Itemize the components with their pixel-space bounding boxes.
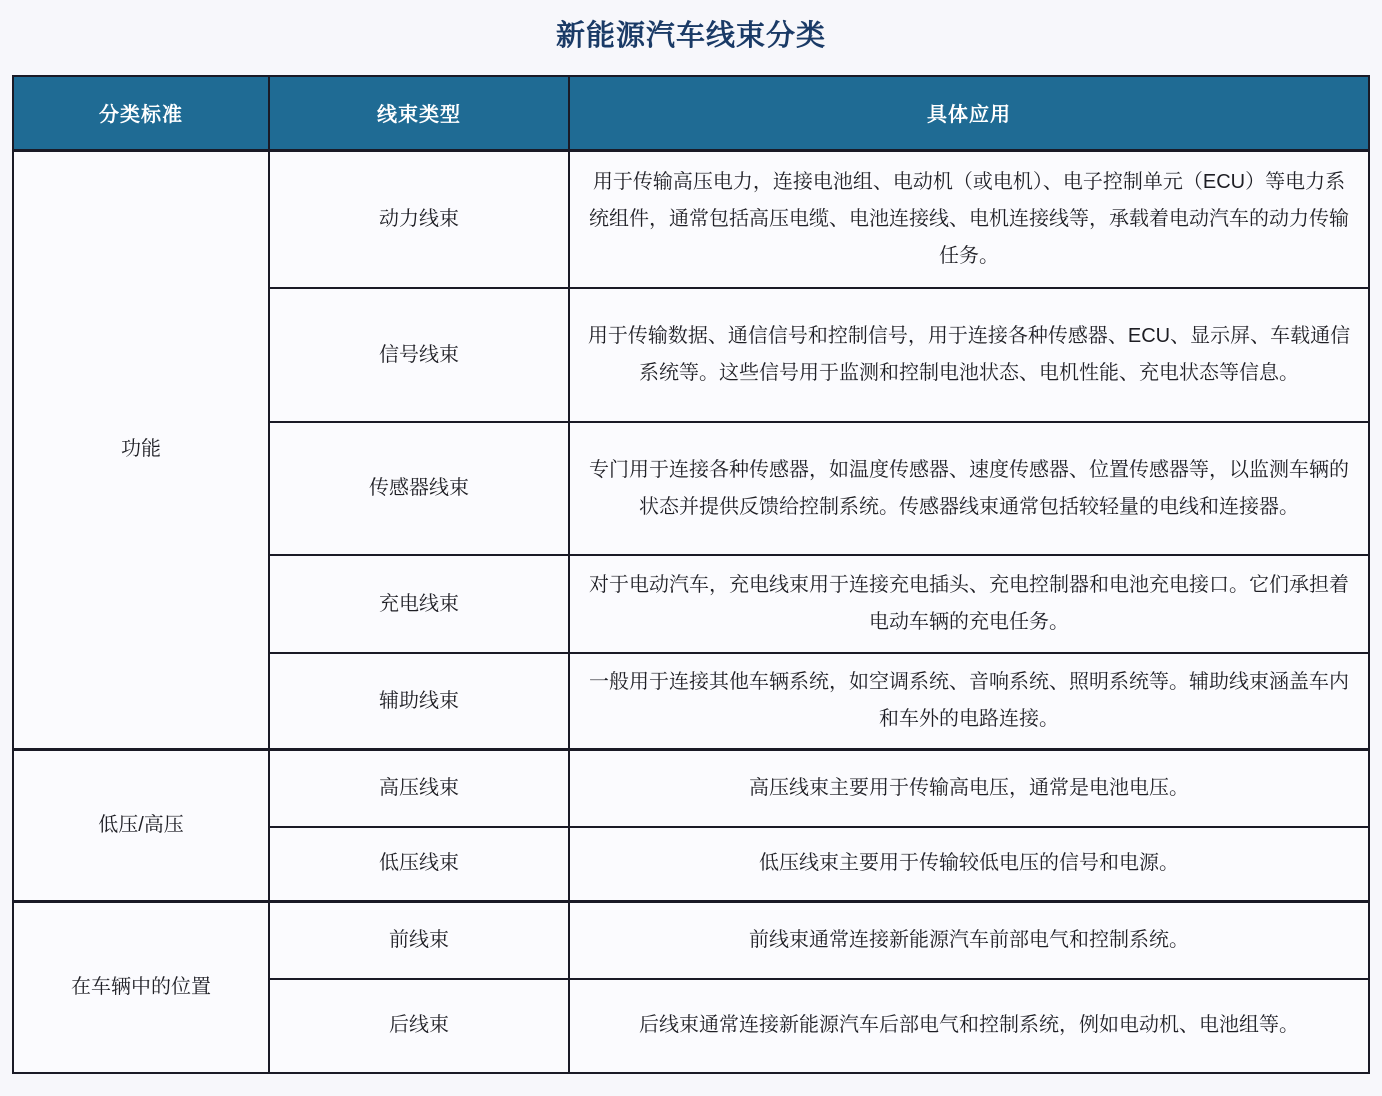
header-classification-criterion: 分类标准: [13, 76, 269, 150]
type-cell-charging-harness: 充电线束: [269, 555, 569, 653]
application-cell-signal-harness: 用于传输数据、通信信号和控制信号，用于连接各种传感器、ECU、显示屏、车载通信系统等。这些信号用于监测和控制电池状态、电机性能、充电状态等信息。: [569, 288, 1369, 422]
application-cell-front-harness: 前线束通常连接新能源汽车前部电气和控制系统。: [569, 902, 1369, 979]
criterion-cell-position: 在车辆中的位置: [13, 902, 269, 1073]
application-cell-auxiliary-harness: 一般用于连接其他车辆系统，如空调系统、音响系统、照明系统等。辅助线束涵盖车内和车外的电路连接。: [569, 653, 1369, 750]
type-cell-rear-harness: 后线束: [269, 979, 569, 1073]
header-specific-application: 具体应用: [569, 76, 1369, 150]
criterion-cell-voltage: 低压/高压: [13, 750, 269, 902]
type-cell-front-harness: 前线束: [269, 902, 569, 979]
type-cell-sensor-harness: 传感器线束: [269, 422, 569, 555]
table-header-row: [13, 76, 1369, 150]
application-cell-high-voltage-harness: 高压线束主要用于传输高电压，通常是电池电压。: [569, 750, 1369, 827]
table-row: [13, 750, 1369, 827]
application-cell-sensor-harness: 专门用于连接各种传感器，如温度传感器、速度传感器、位置传感器等，以监测车辆的状态并提供反馈给控制系统。传感器线束通常包括较轻量的电线和连接器。: [569, 422, 1369, 555]
criterion-cell-function: 功能: [13, 150, 269, 750]
type-cell-high-voltage-harness: 高压线束: [269, 750, 569, 827]
type-cell-power-harness: 动力线束: [269, 150, 569, 288]
header-harness-type: 线束类型: [269, 76, 569, 150]
application-cell-charging-harness: 对于电动汽车，充电线束用于连接充电插头、充电控制器和电池充电接口。它们承担着电动车辆的充电任务。: [569, 555, 1369, 653]
page-title: 新能源汽车线束分类: [555, 20, 826, 52]
type-cell-auxiliary-harness: 辅助线束: [269, 653, 569, 750]
application-cell-power-harness: 用于传输高压电力，连接电池组、电动机（或电机）、电子控制单元（ECU）等电力系统组件，通常包括高压电缆、电池连接线、电机连接线等，承载着电动汽车的动力传输任务。: [569, 150, 1369, 288]
harness-classification-table: [12, 75, 1370, 1074]
application-cell-low-voltage-harness: 低压线束主要用于传输较低电压的信号和电源。: [569, 827, 1369, 902]
type-cell-signal-harness: 信号线束: [269, 288, 569, 422]
type-cell-low-voltage-harness: 低压线束: [269, 827, 569, 902]
table-row: [13, 150, 1369, 288]
table-row: [13, 902, 1369, 979]
application-cell-rear-harness: 后线束通常连接新能源汽车后部电气和控制系统，例如电动机、电池组等。: [569, 979, 1369, 1073]
